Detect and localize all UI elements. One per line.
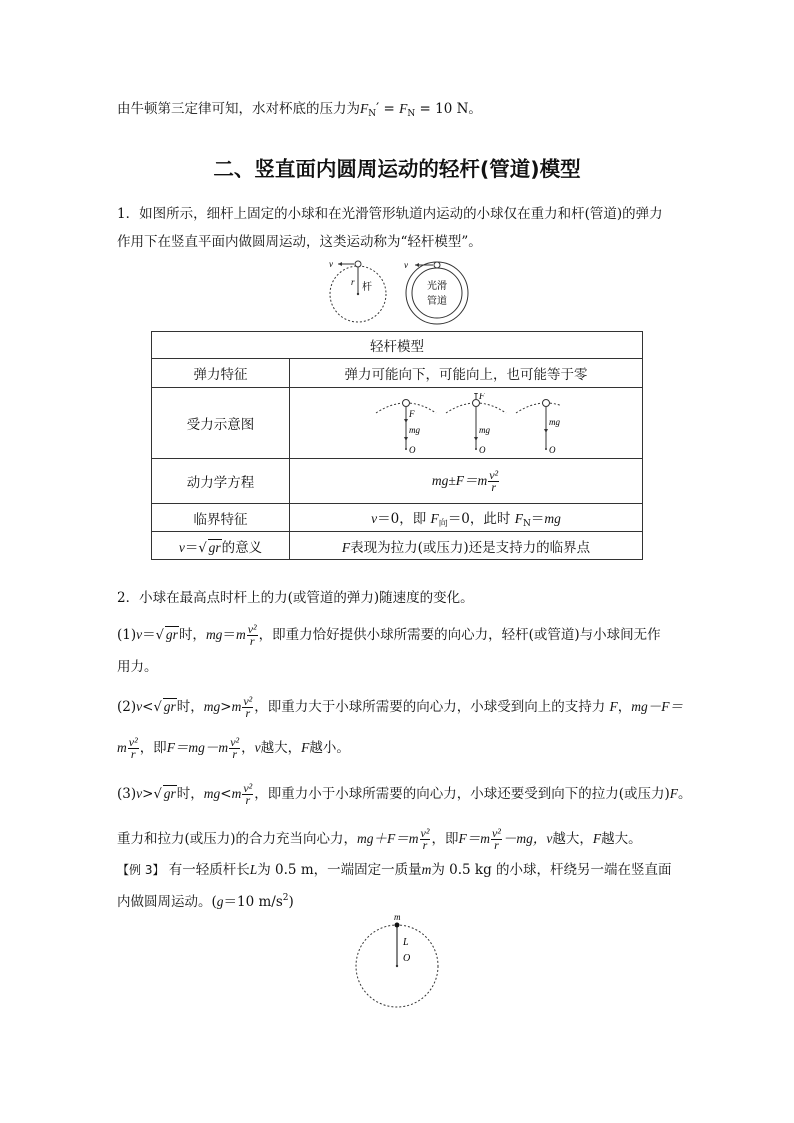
force-diagram-1 (376, 400, 436, 454)
case-2-line-2: m $\frac{\text{v²}}{r}$ ，即F＝mg－m $\frac{\text{v²}}{r}$ ，v越大，F越小。 (117, 735, 350, 761)
rod-r-label: r (351, 277, 355, 287)
tube-inner (412, 268, 462, 318)
case-3-line-2: 重力和拉力(或压力)的合力充当向心力，mg＋F＝m $\frac{\text{v²}}{r}$ ，即F＝m $\frac{\text{v²}}{r}$ －mg，v越大，F越大。 (117, 826, 642, 852)
svg-text:F: F (409, 409, 415, 419)
case-3-line-1: (3)v>√ gr时，mg<m $\frac{\text{v²}}{r}$ ，即重力小于小球所需要的向心力，小球还要受到向下的拉力(或压力)F。 (117, 781, 692, 807)
critical-feature: v＝0，即 $F_向=0$，此时 $F_N=mg$ (290, 504, 643, 532)
example-line-2: 内做圆周运动。(g＝10 $m/s^2$) (117, 893, 294, 910)
row-label: v＝√ gr的意义 (152, 532, 290, 560)
table-row (152, 532, 643, 560)
rod-label: 杆 (362, 282, 372, 293)
example-L-label: L (403, 937, 409, 948)
rod-and-tube-figure (320, 256, 480, 326)
dynamics-equation: mg±F＝m $\frac{\text{v²}}{r}$ (290, 459, 643, 504)
example-tag: 【例 3】 (117, 863, 165, 877)
rod-v-label: v (329, 259, 333, 269)
table-row (152, 388, 643, 459)
paragraph-top: 由牛顿第三定律可知，水对杯底的压力为$F_N' = F_N = 10$ N。 (117, 101, 482, 119)
row-label: 动力学方程 (152, 459, 290, 504)
case-1-line-1: (1)v＝√ gr时，mg＝m $\frac{\text{v²}}{r}$ ，即重力恰好提供小球所需要的向心力，轻杆(或管道)与小球间无作 (117, 622, 661, 648)
example-circle-figure (350, 908, 450, 1013)
force-diagram (371, 393, 561, 453)
svg-text:mg: mg (549, 417, 560, 427)
row-label: 弹力特征 (152, 359, 290, 388)
case-2-line-1: (2)v<√ gr时，mg>m $\frac{\text{v²}}{r}$ ，即重力大于小球所需要的向心力，小球受到向上的支持力 F，mg－F＝ (117, 694, 684, 720)
row-value: F表现为拉力(或压力)还是支持力的临界点 (290, 532, 643, 560)
svg-text:F: F (479, 393, 485, 401)
rod-ball (355, 261, 361, 267)
case-1-line-2: 用力。 (117, 659, 158, 675)
table-header: 轻杆模型 (152, 332, 643, 359)
example-m-label: m (394, 912, 401, 922)
tube-ball (434, 262, 440, 268)
rod-center (357, 293, 359, 295)
table-row (152, 459, 643, 504)
svg-text:O: O (479, 445, 486, 453)
tube-outer (406, 262, 468, 324)
paragraph-2: 2．小球在最高点时杆上的力(或管道的弹力)随速度的变化。 (117, 590, 474, 606)
row-label: 受力示意图 (152, 388, 290, 459)
tube-v-label: v (404, 260, 408, 270)
row-label: 临界特征 (152, 504, 290, 532)
svg-text:mg: mg (409, 425, 420, 435)
tube-label-2: 管道 (427, 296, 447, 307)
rod-model-table (151, 331, 643, 560)
svg-text:O: O (549, 445, 556, 453)
paragraph-1-line-1: 1．如图所示，细杆上固定的小球和在光滑管形轨道内运动的小球仅在重力和杆(管道)的弹力 (117, 206, 663, 222)
force-diagram-2 (446, 393, 506, 453)
paragraph-1-line-2: 作用下在竖直平面内做圆周运动，这类运动称为“轻杆模型”。 (117, 234, 482, 250)
table-row (152, 359, 643, 388)
example-ball (395, 923, 400, 928)
example-center (396, 965, 398, 967)
svg-text:O: O (409, 445, 416, 453)
example-O-label: O (403, 953, 411, 964)
tube-label-1: 光滑 (427, 281, 447, 292)
force-diagram-cell (290, 388, 643, 459)
force-diagram-3 (516, 400, 561, 454)
row-value: 弹力可能向下，可能向上，也可能等于零 (290, 359, 643, 388)
section-title: 二、竖直面内圆周运动的轻杆(管道)模型 (213, 157, 581, 181)
example-line-1: 【例 3】 有一轻质杆长L为 0.5 m，一端固定一质量m为 0.5 kg 的小球，杆绕另一端在竖直面 (117, 862, 672, 878)
svg-text:mg: mg (479, 425, 490, 435)
table-row (152, 504, 643, 532)
